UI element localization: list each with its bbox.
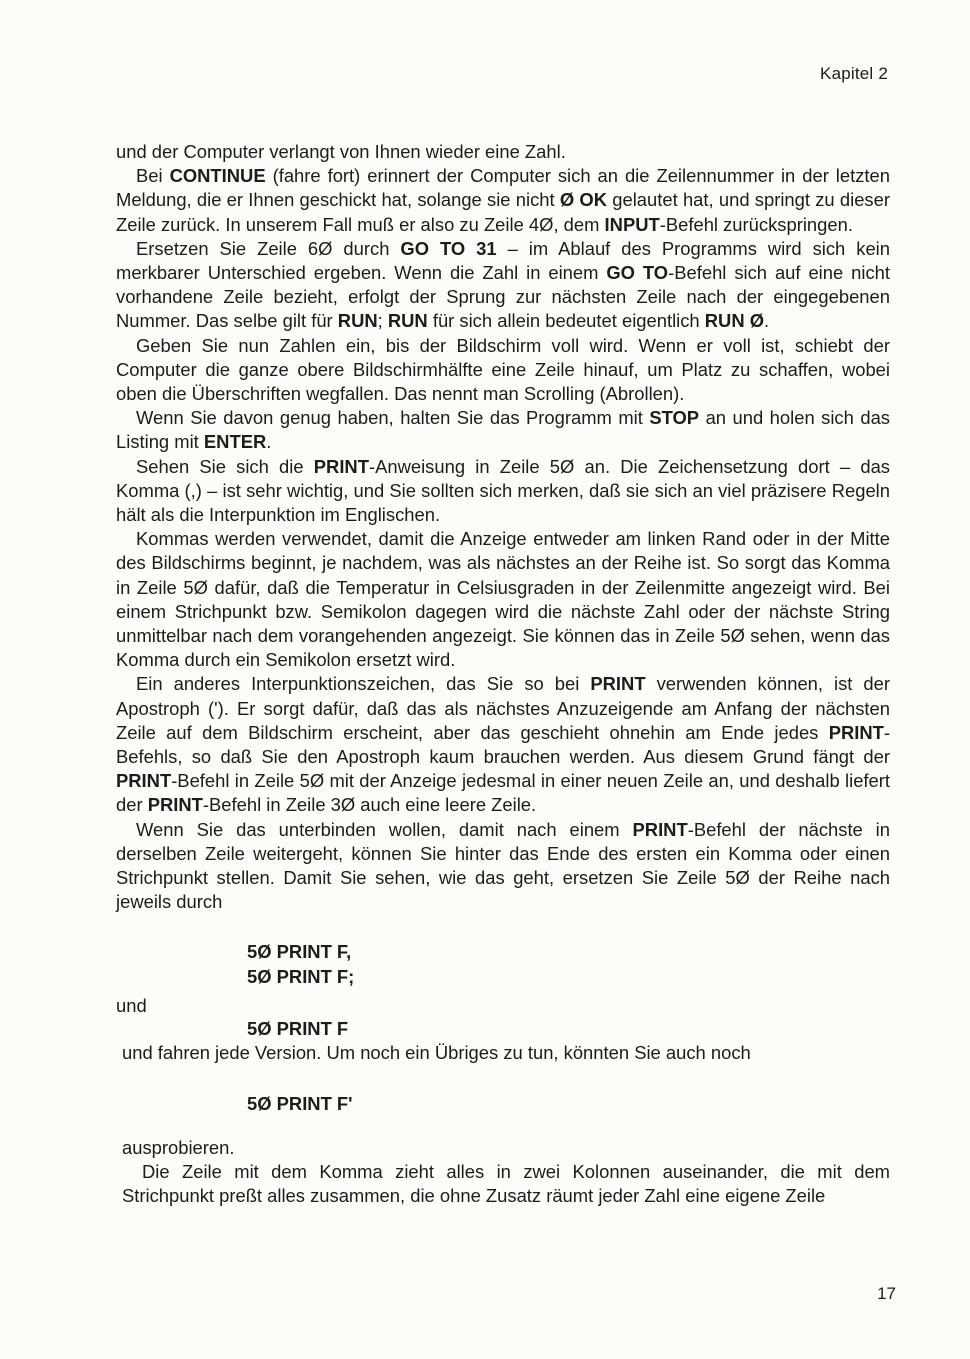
paragraph-ausprobieren: ausprobieren. — [122, 1136, 235, 1158]
keyword-input: INPUT — [604, 213, 660, 235]
paragraph-kolonnen: Die Zeile mit dem Komma zieht alles in zwei Kolonnen auseinander, die mit dem Strichpunkt preßt alles zusammen, die ohne Zusatz räumt jeder Zahl eine eigene Zeile — [122, 1160, 890, 1207]
keyword-print: PRINT — [116, 770, 172, 792]
paragraph-unterbinden: Wenn Sie das unterbinden wollen, damit nach einem PRINT-Befehl der nächste in derselben Zeile weitergeht, können Sie hinter das Ende des ersten ein Komma oder einen Strichpunkt stellen. Damit Sie sehen, wie das geht, ersetzen Sie Zeile 5Ø der Reihe nach jeweils durch — [116, 818, 890, 913]
keyword-print: PRINT — [590, 673, 646, 695]
code-line-print-semicolon: 5Ø PRINT F; — [247, 965, 355, 987]
paragraph-goto: Ersetzen Sie Zeile 6Ø durch GO TO 31 – im Ablauf des Programms wird sich kein merkbarer Unterschied ergeben. Wenn die Zahl in einem GO TO-Befehl sich auf eine nicht vorhandene Zeile bezieht, erfolgt der Sprung zur nächsten Zeile nach der eingegebenen Nummer. Das selbe gilt für RUN; RUN für sich allein bedeutet eigentlich RUN Ø. — [116, 237, 890, 332]
code-line-print-plain: 5Ø PRINT F — [247, 1017, 349, 1039]
keyword-continue: CONTINUE — [169, 165, 266, 187]
code-examples — [116, 939, 890, 1041]
keyword-run: RUN — [337, 310, 378, 332]
paragraph-stop: Wenn Sie davon genug haben, halten Sie das Programm mit STOP an und holen sich das Listing mit ENTER. — [116, 407, 890, 453]
paragraph-kommas: Kommas werden verwendet, damit die Anzeige entweder am linken Rand oder in der Mitte des Bildschirms beginnt, je nachdem, was als nächstes an der Reihe ist. So sorgt das Komma in Zeile 5Ø dafür, daß die Temperatur in Celsiusgraden in der Zeilenmitte angezeigt wird. Bei einem Strichpunkt bzw. Semikolon dagegen wird die nächste Zahl oder der nächste String unmittelbar nach dem vorangehenden angezeigt. Sie können das in Zeile 5Ø sehen, wenn das Komma durch ein Semikolon ersetzt wird. — [116, 528, 890, 671]
keyword-print: PRINT — [632, 818, 688, 840]
keyword-run-0: RUN Ø — [704, 310, 765, 332]
page-number: 17 — [877, 1284, 896, 1303]
keyword-enter: ENTER — [203, 431, 267, 453]
und-row — [116, 993, 890, 1018]
paragraph-versions: und fahren jede Version. Um noch ein Übriges zu tun, könnten Sie auch noch — [122, 1041, 751, 1063]
paragraph-print-comma: Sehen Sie sich die PRINT-Anweisung in Zeile 5Ø an. Die Zeichensetzung dort – das Komma (,) – ist sehr wichtig, und Sie sollten sich merken, daß sie sich an viel präzisere Regeln hält als die Interpunktion im Englischen. — [116, 455, 891, 526]
keyword-ok: Ø OK — [559, 189, 608, 211]
body-text — [116, 140, 890, 1208]
keyword-print: PRINT — [147, 794, 203, 816]
paragraph-apostroph: Ein anderes Interpunktionszeichen, das Sie so bei PRINT verwenden können, ist der Apostroph ('). Er sorgt dafür, daß das als nächstes Anzuzeigende am Anfang der nächsten Zeile auf dem Bildschirm erscheint, aber das geschieht ohnehin am Ende jedes PRINT-Befehls, so daß Sie den Apostroph kaum brauchen werden. Aus diesem Grund fängt der PRINT-Befehl in Zeile 5Ø mit der Anzeige jedesmal in einer neuen Zeile an, und deshalb liefert der PRINT-Befehl in Zeile 3Ø auch eine leere Zeile. — [116, 673, 891, 816]
und-label: und — [116, 994, 147, 1016]
paragraph-1: und der Computer verlangt von Ihnen wieder eine Zahl. — [116, 141, 566, 162]
keyword-goto-31: GO TO 31 — [400, 237, 497, 259]
keyword-print: PRINT — [313, 455, 369, 477]
keyword-stop: STOP — [649, 407, 700, 429]
paragraph-continue: Bei CONTINUE (fahre fort) erinnert der Computer sich an die Zeilennummer in der letzten Meldung, die er Ihnen geschickt hat, solange sie nicht Ø OK gelautet hat, und springt zu dieser Zeile zurück. In unserem Fall muß er also zu Zeile 4Ø, dem INPUT-Befehl zurückspringen. — [116, 165, 890, 235]
code-line-print-comma: 5Ø PRINT F, — [247, 940, 352, 962]
code-line-print-apostroph: 5Ø PRINT F' — [247, 1092, 353, 1114]
chapter-header: Kapitel 2 — [820, 64, 888, 83]
keyword-run-2: RUN — [387, 310, 428, 332]
paragraph-scrolling: Geben Sie nun Zahlen ein, bis der Bildschirm voll wird. Wenn er voll ist, schiebt der Computer die ganze obere Bildschirmhälfte eine Zeile hinauf, um Platz zu schaffen, wobei oben die Überschriften wegfallen. Das nennt man Scrolling (Abrollen). — [116, 334, 890, 405]
keyword-goto: GO TO — [606, 262, 669, 284]
keyword-print: PRINT — [828, 721, 884, 743]
